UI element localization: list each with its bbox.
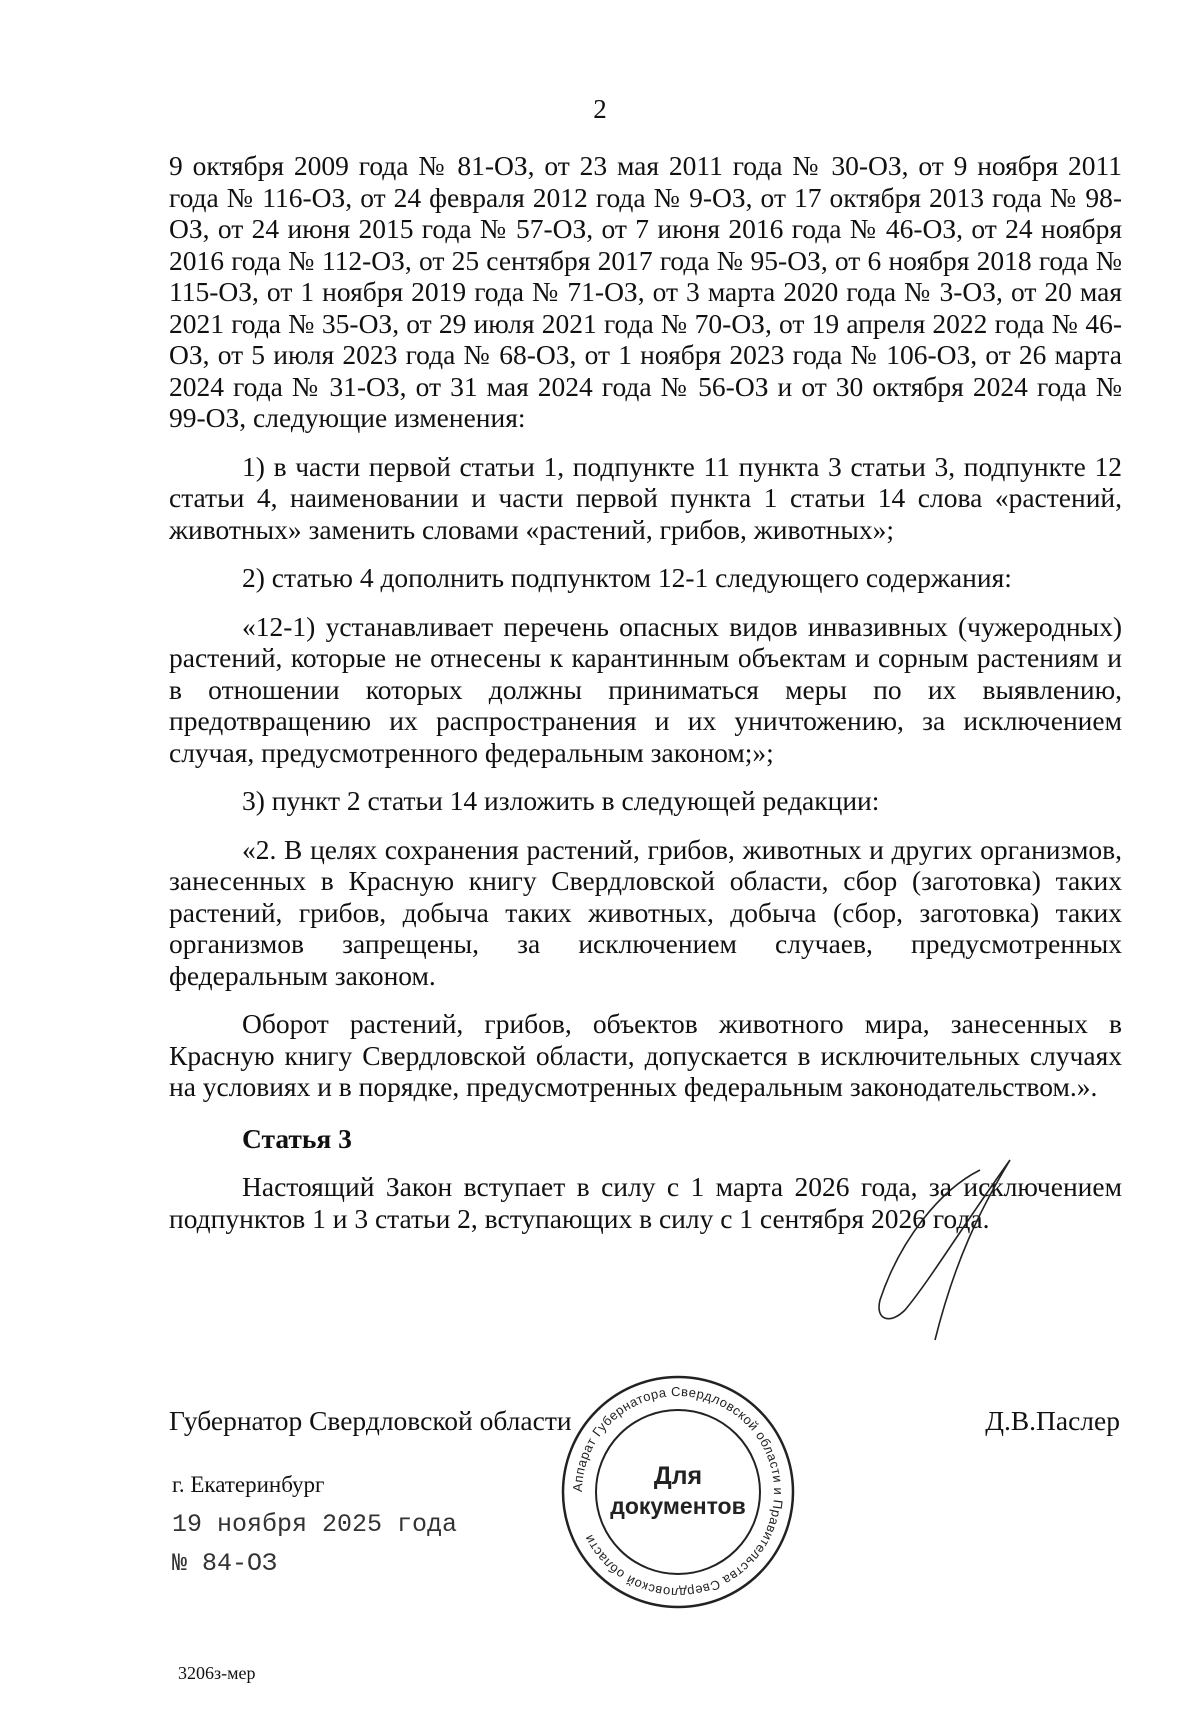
amendment-item-3-quote-1: «2. В целях сохранения растений, грибов, животных и других организмов, занесенных в Красную книгу Свердловской области, сбор (заготовка) таких растений, грибов, добыча таких животных, добыча (сбор, заготовка) таких организмов запрещены, за исключением случаев, предусмотренных федеральным законом. — [169, 833, 1122, 991]
amendment-item-2-quote: «12-1) устанавливает перечень опасных видов инвазивных (чужеродных) растений, которые не отнесены к карантинным объектам и сорным растениям и в отношении которых должны приниматься меры по их выявлению, предотвращению их распространения и их уничтожению, за исключением случая, предусмотренного федеральным законом;»; — [169, 610, 1122, 768]
city-label: г. Екатеринбург — [172, 1472, 325, 1497]
continuation-paragraph: 9 октября 2009 года № 81-ОЗ, от 23 мая 2011 года № 30-ОЗ, от 9 ноября 2011 года № 116-ОЗ, от 24 февраля 2012 года № 9-ОЗ, от 17 октября 2013 года № 98-ОЗ, от 24 июня 2015 года № 57-ОЗ, от 7 июня 2016 года № 46-ОЗ, от 24 ноября 2016 года № 112-ОЗ, от 25 сентября 2017 года № 95-ОЗ, от 6 ноября 2018 года № 115-ОЗ, от 1 ноября 2019 года № 71-ОЗ, от 3 марта 2020 года № 3-ОЗ, от 20 мая 2021 года № 35-ОЗ, от 29 июля 2021 года № 70-ОЗ, от 19 апреля 2022 года № 46-ОЗ, от 5 июля 2023 года № 68-ОЗ, от 1 ноября 2023 года № 106-ОЗ, от 26 марта 2024 года № 31-ОЗ, от 31 мая 2024 года № 56-ОЗ и от 30 октября 2024 года № 99-ОЗ, следующие изменения: — [169, 150, 1122, 433]
document-body — [169, 150, 1122, 1234]
stamp-ring-text: Аппарат Губернатора Свердловской области и Правительства Свердловской области — [569, 1383, 787, 1601]
stamp-center-line2: документов — [610, 1493, 746, 1519]
law-date: 19 ноября 2025 года — [172, 1510, 458, 1539]
signer-name: Д.В.Паслер — [985, 1405, 1120, 1436]
article-3-text: Настоящий Закон вступает в силу с 1 марта 2026 года, за исключением подпунктов 1 и 3 статьи 2, вступающих в силу с 1 сентября 2026 года. — [169, 1171, 1122, 1234]
article-3-heading: Статья 3 — [242, 1122, 352, 1154]
governor-label: Губернатор Свердловской области — [169, 1405, 572, 1436]
document-code: 3206з-мер — [178, 1663, 256, 1683]
page-number: 2 — [593, 94, 607, 124]
amendment-item-2: 2) статью 4 дополнить подпунктом 12-1 следующего содержания: — [242, 562, 1012, 593]
amendment-item-1: 1) в части первой статьи 1, подпункте 11 пункта 3 статьи 3, подпункте 12 статьи 4, наименовании и части первой пункта 1 статьи 14 слова «растений, животных» заменить словами «растений, грибов, животных»; — [169, 450, 1122, 545]
law-number: № 84-ОЗ — [172, 1549, 278, 1578]
official-stamp — [558, 1372, 798, 1612]
amendment-item-3-quote-2: Оборот растений, грибов, объектов животного мира, занесенных в Красную книгу Свердловской области, допускается в исключительных случаях на условиях и в порядке, предусмотренных федеральным законодательством.». — [169, 1008, 1122, 1102]
svg-text:Аппарат Губернатора Свердловск — [570, 1384, 786, 1600]
amendment-item-3: 3) пункт 2 статьи 14 изложить в следующей редакции: — [242, 785, 880, 816]
handwritten-signature — [860, 1150, 1030, 1350]
stamp-center-line1: Для — [653, 1462, 703, 1490]
